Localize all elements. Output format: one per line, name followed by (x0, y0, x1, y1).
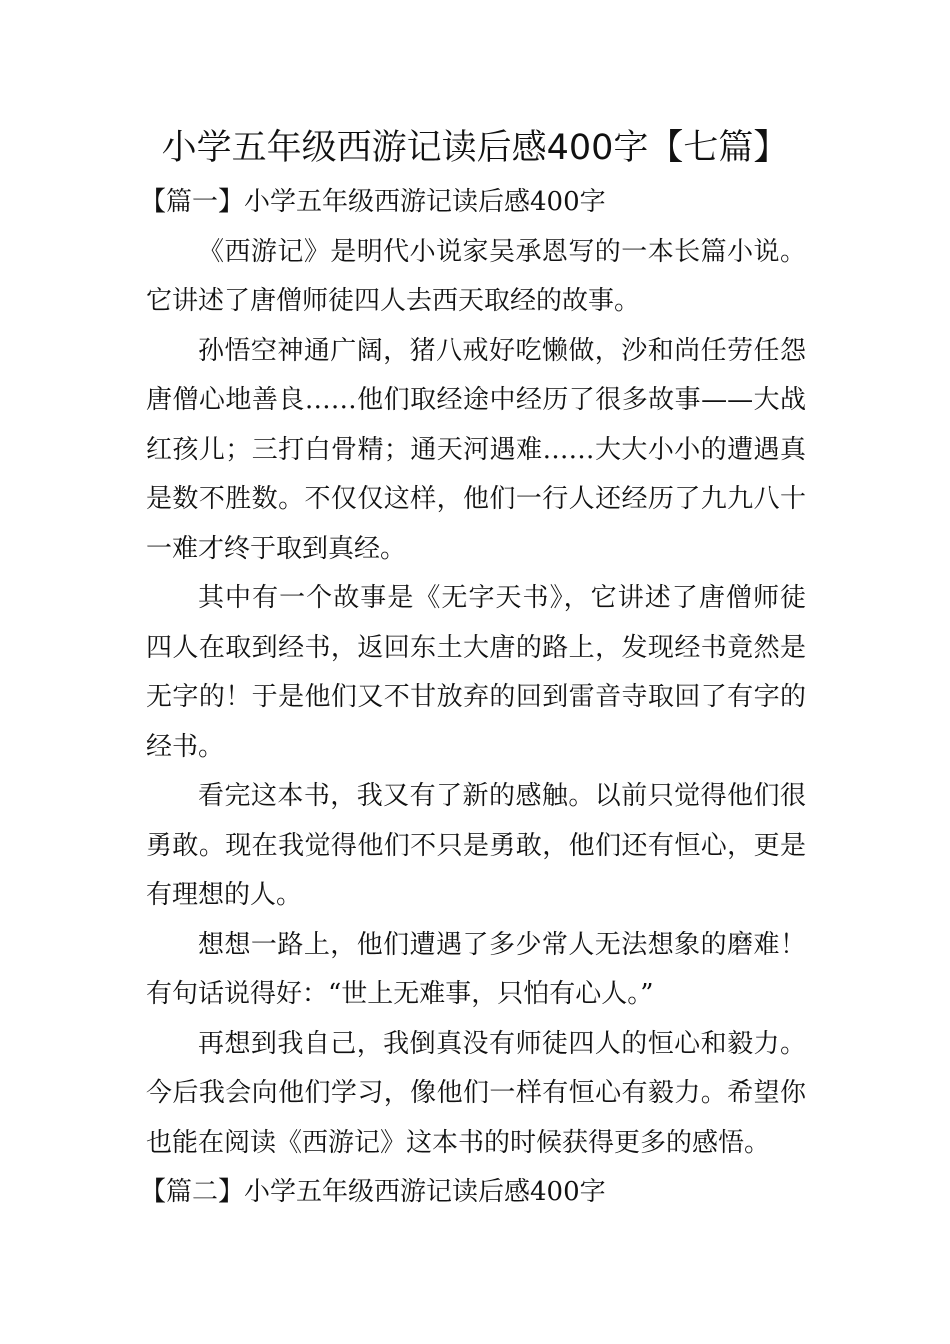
paragraph: 再想到我自己，我倒真没有师徒四人的恒心和毅力。今后我会向他们学习，像他们一样有恒心有毅力。希望你也能在阅读《西游记》这本书的时候获得更多的感悟。 (146, 1028, 806, 1158)
document-body (140, 178, 806, 1218)
section-heading-1: 【篇一】小学五年级西游记读后感400字 (140, 187, 606, 217)
paragraph: 其中有一个故事是《无字天书》，它讲述了唐僧师徒四人在取到经书，返回东土大唐的路上，发现经书竟然是无字的！于是他们又不甘放弃的回到雷音寺取回了有字的经书。 (146, 583, 806, 762)
paragraph: 《西游记》是明代小说家吴承恩写的一本长篇小说。它讲述了唐僧师徒四人去西天取经的故事。 (146, 236, 806, 316)
section-heading-2: 【篇二】小学五年级西游记读后感400字 (140, 1177, 606, 1207)
document-title: 小学五年级西游记读后感400字【七篇】 (161, 128, 789, 168)
paragraph: 看完这本书，我又有了新的感触。以前只觉得他们很勇敢。现在我觉得他们不只是勇敢，他们还有恒心，更是有理想的人。 (146, 781, 806, 910)
paragraph: 想想一路上，他们遭遇了多少常人无法想象的磨难！有句话说得好：“世上无难事，只怕有心人。” (146, 929, 806, 1009)
paragraph: 孙悟空神通广阔，猪八戒好吃懒做，沙和尚任劳任怨唐僧心地善良……他们取经途中经历了很多故事——大战红孩儿；三打白骨精；通天河遇难……大大小小的遭遇真是数不胜数。不仅仅这样，他们一行人还经历了九九八十一难才终于取到真经。 (146, 335, 806, 564)
